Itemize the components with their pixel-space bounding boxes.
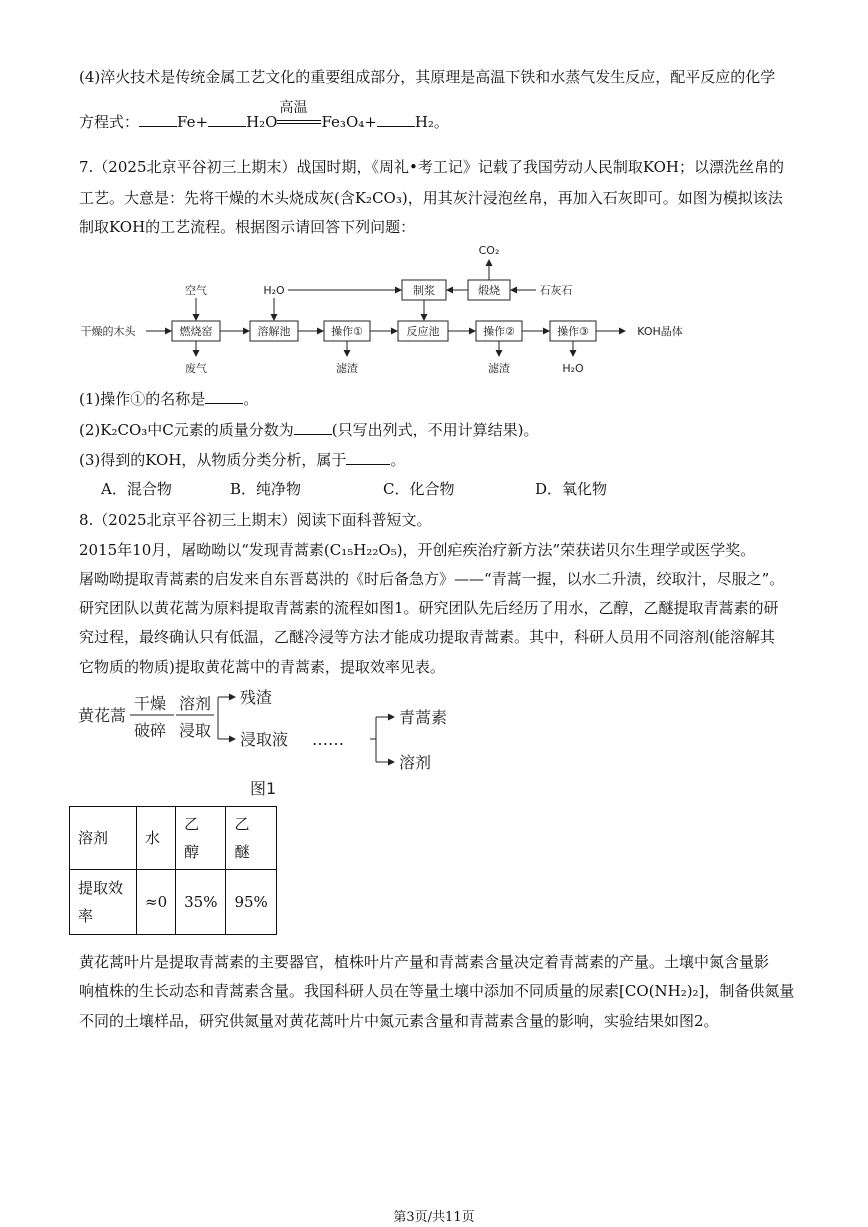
q7-sub2-end: (只写出列式，不用计算结果)。 xyxy=(331,421,539,439)
fig1-caption: 图1 xyxy=(250,779,277,798)
q8-line8: 响植株的生长动态和青蒿素含量。我国科研人员在等量土壤中添加不同质量的尿素[CO(NH₂)₂]，制备供氮量 xyxy=(79,982,795,1000)
fe3o4-term: Fe₃O₄+ xyxy=(321,113,377,131)
q7-sub3-text: (3)得到的KOH，从物质分类分析，属于 xyxy=(79,451,347,469)
q7-line1: 7.（2025北京平谷初三上期末）战国时期，《周礼•考工记》记载了我国劳动人民制取KOH；以漂洗丝帛的 xyxy=(79,158,785,176)
fig1-solvent-top: 溶剂 xyxy=(179,694,212,713)
q8-line4: 研究团队以黄花蒿为原料提取青蒿素的流程如图1。研究团队先后经历了用水，乙醇，乙醚提取青蒿素的研 xyxy=(79,599,779,617)
label-dissolve: 溶解池 xyxy=(257,325,291,338)
fig1-dots: …… xyxy=(312,730,344,749)
label-dry-wood: 干燥的木头 xyxy=(80,325,136,338)
label-op3: 操作③ xyxy=(557,325,589,338)
table-cell: ≈0 xyxy=(137,870,176,935)
label-koh-crystal: KOH晶体 xyxy=(637,325,683,338)
q8-line7: 黄花蒿叶片是提取青蒿素的主要器官，植株叶片产量和青蒿素含量决定着青蒿素的产量。土壤中氮含量影 xyxy=(79,953,770,971)
option-a[interactable]: A．混合物 xyxy=(101,480,172,498)
label-reactor: 反应池 xyxy=(406,325,440,338)
figure-1-extraction-flow xyxy=(72,680,492,802)
label-slurry: 制浆 xyxy=(413,284,435,297)
blank-h2-coeff[interactable] xyxy=(377,112,415,127)
label-residue-1: 滤渣 xyxy=(336,362,358,375)
blank-q7-1[interactable] xyxy=(205,389,243,404)
option-d[interactable]: D．氧化物 xyxy=(535,480,608,498)
fig1-artemisinin: 青蒿素 xyxy=(399,708,448,727)
h2o-term: H₂O xyxy=(246,113,278,131)
label-water-in: H₂O xyxy=(263,284,285,297)
koh-process-flowchart xyxy=(70,238,710,380)
label-air: 空气 xyxy=(185,284,207,297)
q7-line2: 工艺。大意是：先将干燥的木头烧成灰(含K₂CO₃)，用其灰汁浸泡丝帛，再加入石灰即可。如图为模拟该法 xyxy=(79,189,783,207)
q8-line6: 它物质的物质)提取黄花蒿中的青蒿素，提取效率见表。 xyxy=(79,658,445,676)
q8-line1: 8.（2025北京平谷初三上期末）阅读下面科普短文。 xyxy=(79,511,432,529)
label-residue-2: 滤渣 xyxy=(488,362,510,375)
equals-sign xyxy=(277,120,321,124)
label-water-out: H₂O xyxy=(562,362,584,375)
table-cell: 乙 醇 xyxy=(176,807,226,870)
q7-sub1-text: (1)操作①的名称是 xyxy=(79,390,206,408)
q7-line3: 制取KOH的工艺流程。根据图示请回答下列问题： xyxy=(79,218,416,236)
fig1-extract-liquid: 浸取液 xyxy=(240,730,289,749)
q7-sub1-end: 。 xyxy=(243,390,259,408)
q7-sub1 xyxy=(79,389,258,409)
label-limestone: 石灰石 xyxy=(539,284,573,297)
label-co2: CO₂ xyxy=(478,244,500,257)
blank-q7-3[interactable] xyxy=(346,450,390,465)
table-cell: 95% xyxy=(226,870,276,935)
condition-high-temp: 高温 xyxy=(279,100,308,116)
extraction-efficiency-table xyxy=(69,806,277,935)
fig1-raw: 黄花蒿 xyxy=(78,706,127,725)
label-kiln: 燃烧窑 xyxy=(179,325,213,338)
q7-sub2 xyxy=(79,420,538,440)
label-exhaust: 废气 xyxy=(185,362,207,375)
blank-q7-2[interactable] xyxy=(294,420,332,435)
option-b[interactable]: B．纯净物 xyxy=(230,480,302,498)
blank-fe-coeff[interactable] xyxy=(139,112,177,127)
table-cell: 乙 醚 xyxy=(226,807,276,870)
blank-h2o-coeff[interactable] xyxy=(208,112,246,127)
q8-line3: 屠呦呦提取青蒿素的启发来自东晋葛洪的《时后备急方》——“青蒿一握，以水二升渍，绞取汁，尽服之”。 xyxy=(79,570,785,588)
q7-sub3 xyxy=(79,450,405,470)
fig1-residue: 残渣 xyxy=(240,688,273,707)
label-op1: 操作① xyxy=(331,325,363,338)
fe-term: Fe+ xyxy=(177,113,209,131)
table-cell: 水 xyxy=(137,807,176,870)
q8-line9: 不同的土壤样品，研究供氮量对黄花蒿叶片中氮元素含量和青蒿素含量的影响，实验结果如图2。 xyxy=(79,1012,719,1030)
equation-prefix: 方程式： xyxy=(79,113,140,131)
page-number: 第3页/共11页 xyxy=(393,1210,475,1225)
table-cell: 35% xyxy=(176,870,226,935)
option-c[interactable]: C．化合物 xyxy=(383,480,455,498)
q7-sub3-end: 。 xyxy=(390,451,406,469)
fig1-solvent-out: 溶剂 xyxy=(399,753,432,772)
q6-4-line1: (4)淬火技术是传统金属工艺文化的重要组成部分，其原理是高温下铁和水蒸气发生反应，配平反应的化学 xyxy=(79,68,776,86)
q6-4-equation xyxy=(79,100,449,132)
reaction-condition xyxy=(277,100,321,132)
h2-term: H₂。 xyxy=(414,113,449,131)
fig1-crush: 破碎 xyxy=(134,721,167,740)
fig1-dry: 干燥 xyxy=(134,694,167,713)
table-cell: 溶剂 xyxy=(70,807,137,870)
table-row xyxy=(70,870,277,935)
q8-line5: 究过程，最终确认只有低温，乙醚冷浸等方法才能成功提取青蒿素。其中，科研人员用不同溶剂(能溶解其 xyxy=(79,628,775,646)
fig1-extract-step: 浸取 xyxy=(179,721,212,740)
table-cell: 提取效 率 xyxy=(70,870,137,935)
label-calcine: 煅烧 xyxy=(478,284,500,297)
table-row xyxy=(70,807,277,870)
label-op2: 操作② xyxy=(483,325,515,338)
q7-sub2-text: (2)K₂CO₃中C元素的质量分数为 xyxy=(79,421,294,439)
q8-line2: 2015年10月，屠呦呦以“发现青蒿素(C₁₅H₂₂O₅)，开创疟疾治疗新方法”荣获诺贝尔生理学或医学奖。 xyxy=(79,541,756,559)
